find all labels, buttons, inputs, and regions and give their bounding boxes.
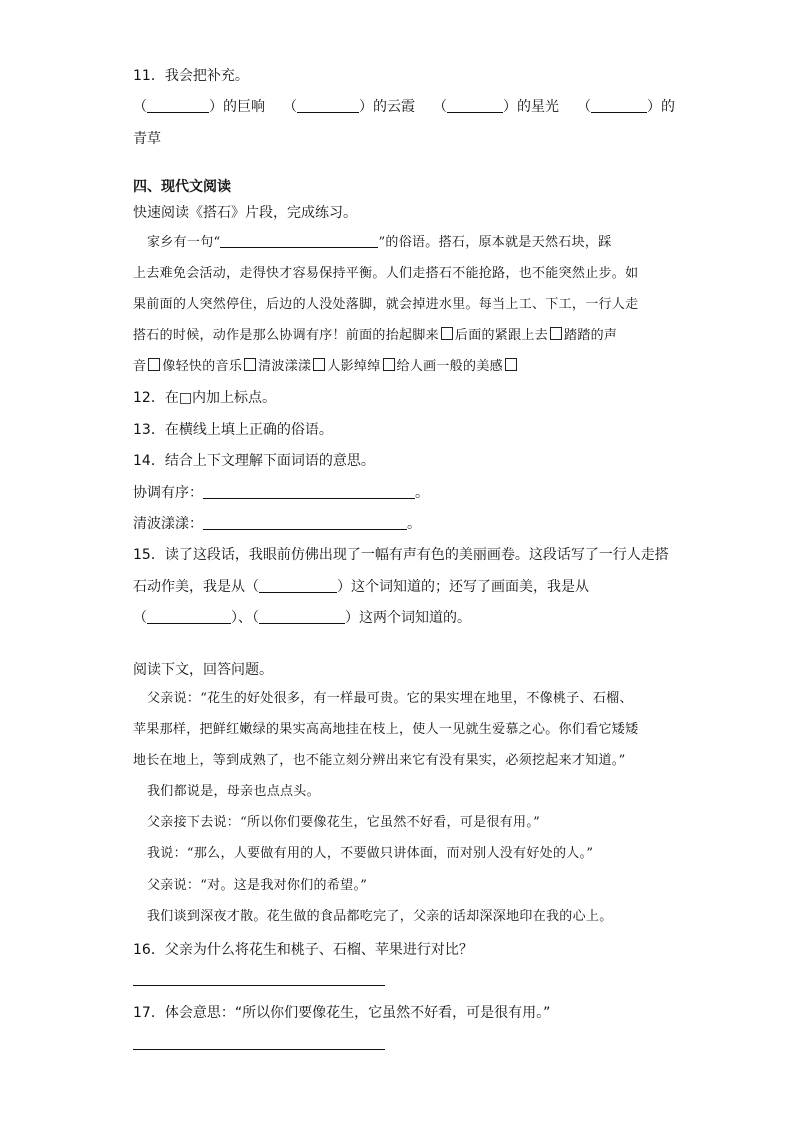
- passage-line-3: 果前面的人突然停住，后边的人没处落脚，就会掉进水里。每当上工、下工，一行人走: [133, 297, 639, 312]
- answer-blank-15a[interactable]: [259, 578, 337, 593]
- reading-line-2: 苹果那样，把鲜红嫩绿的果实高高地挂在枝上，使人一见就生爱慕之心。你们看它矮矮: [133, 722, 639, 737]
- punctuation-box-3[interactable]: [148, 358, 160, 371]
- punctuation-box-1[interactable]: [441, 327, 453, 340]
- answer-blank-3[interactable]: [447, 98, 503, 113]
- passage-line-2: 上去难免会活动，走得快才容易保持平衡。人们走搭石不能抢路，也不能突然止步。如: [133, 266, 639, 281]
- question-16: 16．父亲为什么将花生和桃子、石榴、苹果进行对比？: [133, 942, 473, 958]
- answer-line-16[interactable]: [133, 985, 385, 986]
- question-14-a: 协调有序： 。: [133, 485, 429, 501]
- phrase-4: 的: [661, 99, 675, 115]
- passage-line-5: 音 像轻快的音乐 清波漾漾 人影绰绰 给人画一般的美感: [133, 357, 519, 377]
- question-13: 13．在横线上填上正确的俗语。: [133, 422, 333, 438]
- answer-line-14a[interactable]: [203, 484, 415, 499]
- punctuation-box-7[interactable]: [505, 358, 517, 371]
- reading-line-3: 地长在地上，等到成熟了，也不能立刻分辨出来它有没有果实，必须挖起来才知道。”: [133, 753, 626, 768]
- phrase-3: 的星光: [517, 99, 559, 115]
- section-intro: 快速阅读《搭石》片段，完成练习。: [133, 205, 357, 221]
- punctuation-box-4[interactable]: [244, 358, 256, 371]
- question-15-line-3: （ ）、（ ）这两个词知道的。: [133, 610, 471, 626]
- answer-blank-2[interactable]: [297, 98, 359, 113]
- answer-blank-15b[interactable]: [147, 609, 231, 624]
- punctuation-box-2[interactable]: [550, 327, 562, 340]
- answer-line-14b[interactable]: [203, 515, 407, 530]
- phrase-2: 的云霞: [373, 99, 415, 115]
- punctuation-box-6[interactable]: [383, 358, 395, 371]
- question-11-title: 11．我会把补充。: [133, 68, 249, 84]
- question-11-wrap: 青草: [133, 131, 161, 147]
- answer-blank-15c[interactable]: [259, 609, 345, 624]
- question-11-blanks: （ ）的巨响 （ ）的云霞 （ ）的星光 （ ）的: [133, 99, 675, 115]
- reading-line-7: 父亲说：“对。这是我对你们的希望。”: [147, 878, 368, 893]
- phrase-1: 的巨响: [223, 99, 265, 115]
- question-14-b: 清波漾漾： 。: [133, 516, 421, 532]
- proverb-blank[interactable]: [220, 233, 378, 248]
- reading-line-1: 父亲说：“花生的好处很多，有一样最可贵。它的果实埋在地里，不像桃子、石榴、: [147, 691, 633, 706]
- answer-blank-4[interactable]: [591, 98, 647, 113]
- question-14-title: 14．结合上下文理解下面词语的意思。: [133, 453, 375, 469]
- reading-line-8: 我们谈到深夜才散。花生做的食品都吃完了，父亲的话却深深地印在我的心上。: [147, 909, 613, 924]
- question-15-line-1: 15．读了这段话，我眼前仿佛出现了一幅有声有色的美丽画卷。这段话写了一行人走搭: [133, 547, 669, 563]
- passage-line-1: 家乡有一句“ ”的俗语。搭石，原本就是天然石块，踩: [147, 235, 612, 250]
- reading-line-4: 我们都说是，母亲也点点头。: [147, 784, 320, 799]
- question-17: 17．体会意思：“所以你们要像花生，它虽然不好看，可是很有用。”: [133, 1005, 551, 1021]
- reading-line-5: 父亲接下去说：“所以你们要像花生，它虽然不好看，可是很有用。”: [147, 815, 541, 830]
- answer-blank-1[interactable]: [147, 98, 209, 113]
- answer-line-17[interactable]: [133, 1049, 385, 1050]
- reading-intro: 阅读下文，回答问题。: [133, 662, 273, 678]
- passage-line-4: 搭石的时候，动作是那么协调有序！前面的抬起脚来 后面的紧跟上去 踏踏的声: [133, 328, 618, 343]
- question-15-line-2: 石动作美，我是从（ ）这个词知道的；还写了画面美，我是从: [133, 579, 589, 595]
- reading-line-6: 我说：“那么，人要做有用的人，不要做只讲体面，而对别人没有好处的人。”: [147, 846, 594, 861]
- punctuation-box-5[interactable]: [313, 358, 325, 371]
- question-12: 12．在□内加上标点。: [133, 390, 277, 406]
- section-heading: 四、现代文阅读: [133, 179, 231, 195]
